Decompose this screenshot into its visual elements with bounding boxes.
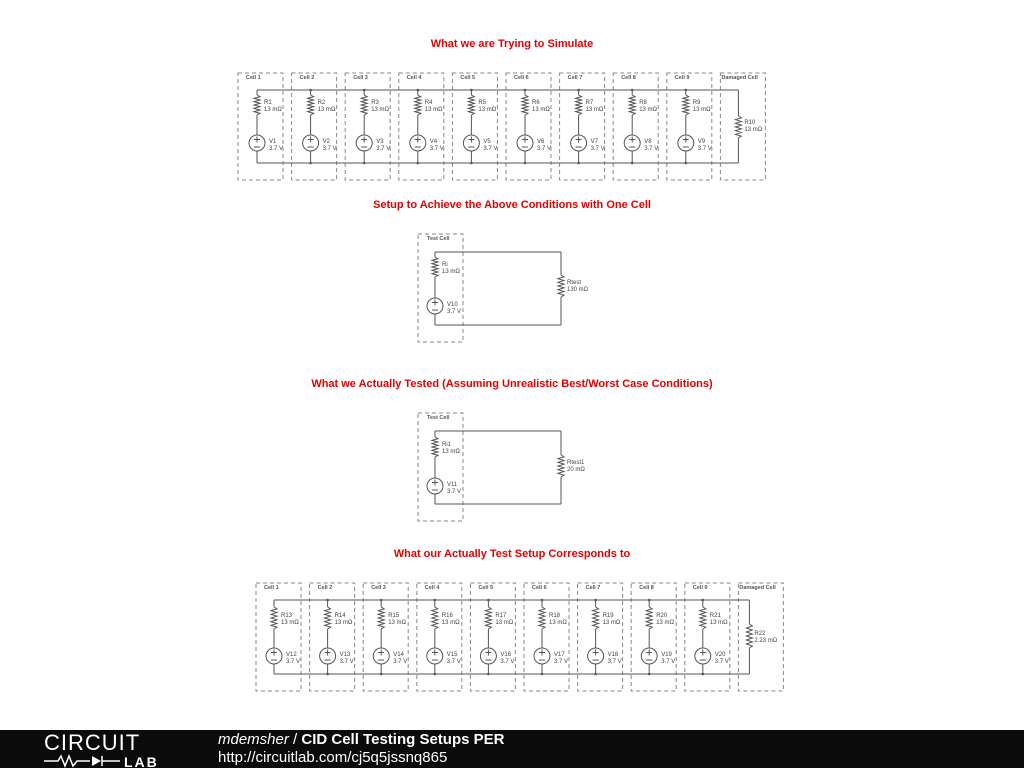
cell-label: Cell 1 [246, 75, 261, 81]
resistor-icon [325, 607, 331, 629]
resistor-value: 13 mΩ [371, 107, 390, 113]
source-name: V13 [339, 652, 351, 658]
resistor-value: 13 mΩ [709, 620, 728, 626]
resistor-name: R6 [532, 100, 540, 106]
resistor-name: R8 [639, 100, 647, 106]
footer-circuit-title[interactable]: CID Cell Testing Setups PER [301, 731, 505, 748]
source-name: V5 [483, 139, 491, 145]
resistor-icon [522, 95, 528, 115]
footer-separator: / [288, 731, 302, 748]
cell-box [560, 73, 605, 180]
resistor-icon [271, 607, 277, 629]
source-name: V16 [500, 652, 512, 658]
resistor-name: R18 [549, 613, 561, 619]
cell-label: Cell 6 [514, 75, 529, 81]
cell-label: Cell 6 [532, 585, 547, 591]
source-value: 3.7 V [429, 146, 444, 152]
resistor-name: R9 [692, 100, 701, 106]
damaged-resistor-icon [746, 624, 752, 648]
resistor-name: R1 [264, 100, 272, 106]
cell-label: Cell 4 [406, 75, 422, 81]
source-value: 3.7 V [644, 146, 659, 152]
source-value: 3.7 V [590, 146, 605, 152]
resistor-name: R19 [602, 613, 614, 619]
resistor-icon [378, 607, 384, 629]
resistor-name: R13 [281, 613, 293, 619]
resistor-value: 13 mΩ [317, 107, 336, 113]
source-name: V10 [447, 302, 458, 308]
resistor-value: 13 mΩ [442, 449, 460, 455]
circuitlab-logo[interactable] [0, 730, 200, 768]
test-cell-box [418, 234, 463, 342]
section-title-simulate: What we are Trying to Simulate [430, 38, 594, 50]
resistor-value: 13 mΩ [692, 107, 711, 113]
source-name: V9 [697, 139, 706, 145]
damaged-cell-label: Damaged Cell [739, 585, 776, 591]
cell-label: Cell 3 [353, 75, 368, 81]
cell-box [417, 583, 462, 691]
cell-box [631, 583, 676, 691]
source-value: 3.7 V [714, 659, 729, 665]
resistor-value: 13 mΩ [532, 107, 550, 113]
cell-box [506, 73, 551, 180]
cell-label: Cell 5 [460, 75, 476, 81]
resistor-icon [432, 257, 438, 277]
logo-text-bottom: LAB [124, 754, 159, 768]
source-value: 3.7 V [661, 659, 676, 665]
cell-box [238, 73, 283, 180]
source-name: V19 [661, 652, 672, 658]
resistor-value: 13 mΩ [334, 620, 353, 626]
source-name: V15 [446, 652, 458, 658]
resistor-value: 13 mΩ [639, 107, 658, 113]
resistor-value: 13 mΩ [424, 107, 443, 113]
cell-label: Cell 2 [299, 75, 315, 81]
load-resistor-value: 130 mΩ [567, 287, 589, 293]
source-value: 3.7 V [393, 659, 408, 665]
cell-box [578, 583, 623, 691]
source-name: V4 [429, 139, 438, 145]
cell-label: Cell 2 [317, 585, 333, 591]
resistor-icon [415, 95, 421, 115]
test-cell-label: Test Cell [427, 236, 450, 242]
resistor-icon [683, 95, 689, 115]
cell-box [470, 583, 515, 691]
section-title-one-cell-setup: Setup to Achieve the Above Conditions with One Cell [373, 199, 651, 211]
resistor-value: 13 mΩ [441, 620, 460, 626]
cell-box [345, 73, 390, 180]
footer-title-line [218, 731, 504, 749]
cell-box [613, 73, 658, 180]
source-value: 3.7 V [447, 489, 462, 495]
source-value: 3.7 V [269, 146, 284, 152]
footer-url-link[interactable]: http://circuitlab.com/cj5q5jssnq865 [218, 749, 448, 766]
footer-author-link[interactable]: mdemsher [218, 731, 289, 748]
source-value: 3.7 V [500, 659, 515, 665]
cell-box [256, 583, 301, 691]
source-value: 3.7 V [537, 146, 552, 152]
cell-box [452, 73, 497, 180]
cell-box [524, 583, 569, 691]
resistor-name: R22 [754, 631, 766, 637]
logo-diode-icon [92, 756, 101, 766]
source-value: 3.7 V [697, 146, 712, 152]
resistor-name: R2 [317, 100, 326, 106]
resistor-name: R16 [441, 613, 453, 619]
logo-resistor-icon [44, 756, 90, 766]
resistor-name: R5 [478, 100, 487, 106]
source-value: 3.7 V [607, 659, 622, 665]
source-name: V11 [447, 482, 458, 488]
resistor-value: 13 mΩ [744, 127, 763, 133]
logo-text-top: CIRCUIT [44, 730, 141, 755]
resistor-icon [593, 607, 599, 629]
resistor-name: R10 [744, 120, 756, 126]
resistor-value: 13 mΩ [602, 620, 621, 626]
resistor-name: R3 [371, 100, 379, 106]
resistor-icon [468, 95, 474, 115]
resistor-value: 13 mΩ [495, 620, 514, 626]
resistor-value: 13 mΩ [478, 107, 497, 113]
cell-label: Cell 1 [264, 585, 279, 591]
cell-label: Cell 8 [621, 75, 636, 81]
resistor-name: R4 [424, 100, 433, 106]
cell-label: Cell 9 [674, 75, 690, 81]
source-value: 3.7 V [339, 659, 354, 665]
source-value: 3.7 V [554, 659, 569, 665]
resistor-value: 13 mΩ [281, 620, 299, 626]
cell-box [667, 73, 712, 180]
source-value: 3.7 V [376, 146, 391, 152]
resistor-icon [308, 95, 314, 115]
resistor-value: 13 mΩ [656, 620, 675, 626]
source-value: 3.7 V [447, 309, 462, 315]
cell-label: Cell 3 [371, 585, 386, 591]
resistor-name: R20 [656, 613, 668, 619]
load-resistor-icon [558, 455, 564, 477]
cell-label: Cell 4 [424, 585, 440, 591]
damaged-resistor-icon [735, 116, 741, 138]
damaged-cell-label: Damaged Cell [721, 75, 758, 81]
load-resistor-name: Rtest1 [567, 460, 585, 466]
source-name: V12 [286, 652, 297, 658]
source-name: V7 [590, 139, 598, 145]
cell-box [310, 583, 355, 691]
resistor-icon [485, 607, 491, 629]
cell-box [363, 583, 408, 691]
source-name: V1 [269, 139, 277, 145]
resistor-icon [432, 437, 438, 457]
cell-label: Cell 7 [585, 585, 601, 591]
resistor-icon [700, 607, 706, 629]
test-cell-box [418, 413, 463, 521]
load-resistor-value: 20 mΩ [567, 467, 585, 473]
resistor-name: R15 [388, 613, 400, 619]
resistor-name: Ri1 [442, 442, 452, 448]
cell-label: Cell 9 [692, 585, 708, 591]
resistor-icon [539, 607, 545, 629]
cell-box [292, 73, 337, 180]
resistor-value: 13 mΩ [585, 107, 604, 113]
resistor-icon [629, 95, 635, 115]
resistor-icon [254, 95, 260, 115]
resistor-icon [432, 607, 438, 629]
source-value: 3.7 V [322, 146, 337, 152]
source-name: V14 [393, 652, 404, 658]
cell-box [685, 583, 730, 691]
resistor-value: 13 mΩ [549, 620, 567, 626]
footer-text [218, 731, 504, 767]
resistor-name: R17 [495, 613, 507, 619]
source-name: V3 [376, 139, 384, 145]
resistor-icon [646, 607, 652, 629]
source-name: V20 [714, 652, 726, 658]
source-name: V2 [322, 139, 330, 145]
footer-bar [0, 730, 1024, 768]
resistor-value: 13 mΩ [264, 107, 282, 113]
resistor-name: R21 [709, 613, 721, 619]
cell-label: Cell 8 [639, 585, 654, 591]
source-name: V18 [607, 652, 619, 658]
cell-label: Cell 7 [567, 75, 583, 81]
cell-label: Cell 5 [478, 585, 494, 591]
resistor-name: R7 [585, 100, 594, 106]
resistor-name: R14 [334, 613, 346, 619]
resistor-value: 13 mΩ [388, 620, 407, 626]
source-value: 3.7 V [286, 659, 301, 665]
cell-box [399, 73, 444, 180]
test-cell-label: Test Cell [427, 415, 450, 421]
source-name: V8 [644, 139, 652, 145]
section-title-corresponds-to: What our Actually Test Setup Corresponds to [393, 548, 631, 560]
source-name: V6 [537, 139, 545, 145]
load-resistor-name: Rtest [567, 280, 582, 286]
resistor-value: 2.23 mΩ [754, 638, 778, 644]
resistor-icon [576, 95, 582, 115]
resistor-value: 13 mΩ [442, 269, 460, 275]
source-value: 3.7 V [483, 146, 498, 152]
damaged-cell-box [738, 583, 783, 691]
section-title-actually-tested: What we Actually Tested (Assuming Unrealistic Best/Worst Case Conditions) [311, 378, 713, 390]
load-resistor-icon [558, 275, 564, 297]
source-name: V17 [554, 652, 565, 658]
resistor-name: Ri [442, 262, 448, 268]
resistor-icon [361, 95, 367, 115]
source-value: 3.7 V [446, 659, 461, 665]
